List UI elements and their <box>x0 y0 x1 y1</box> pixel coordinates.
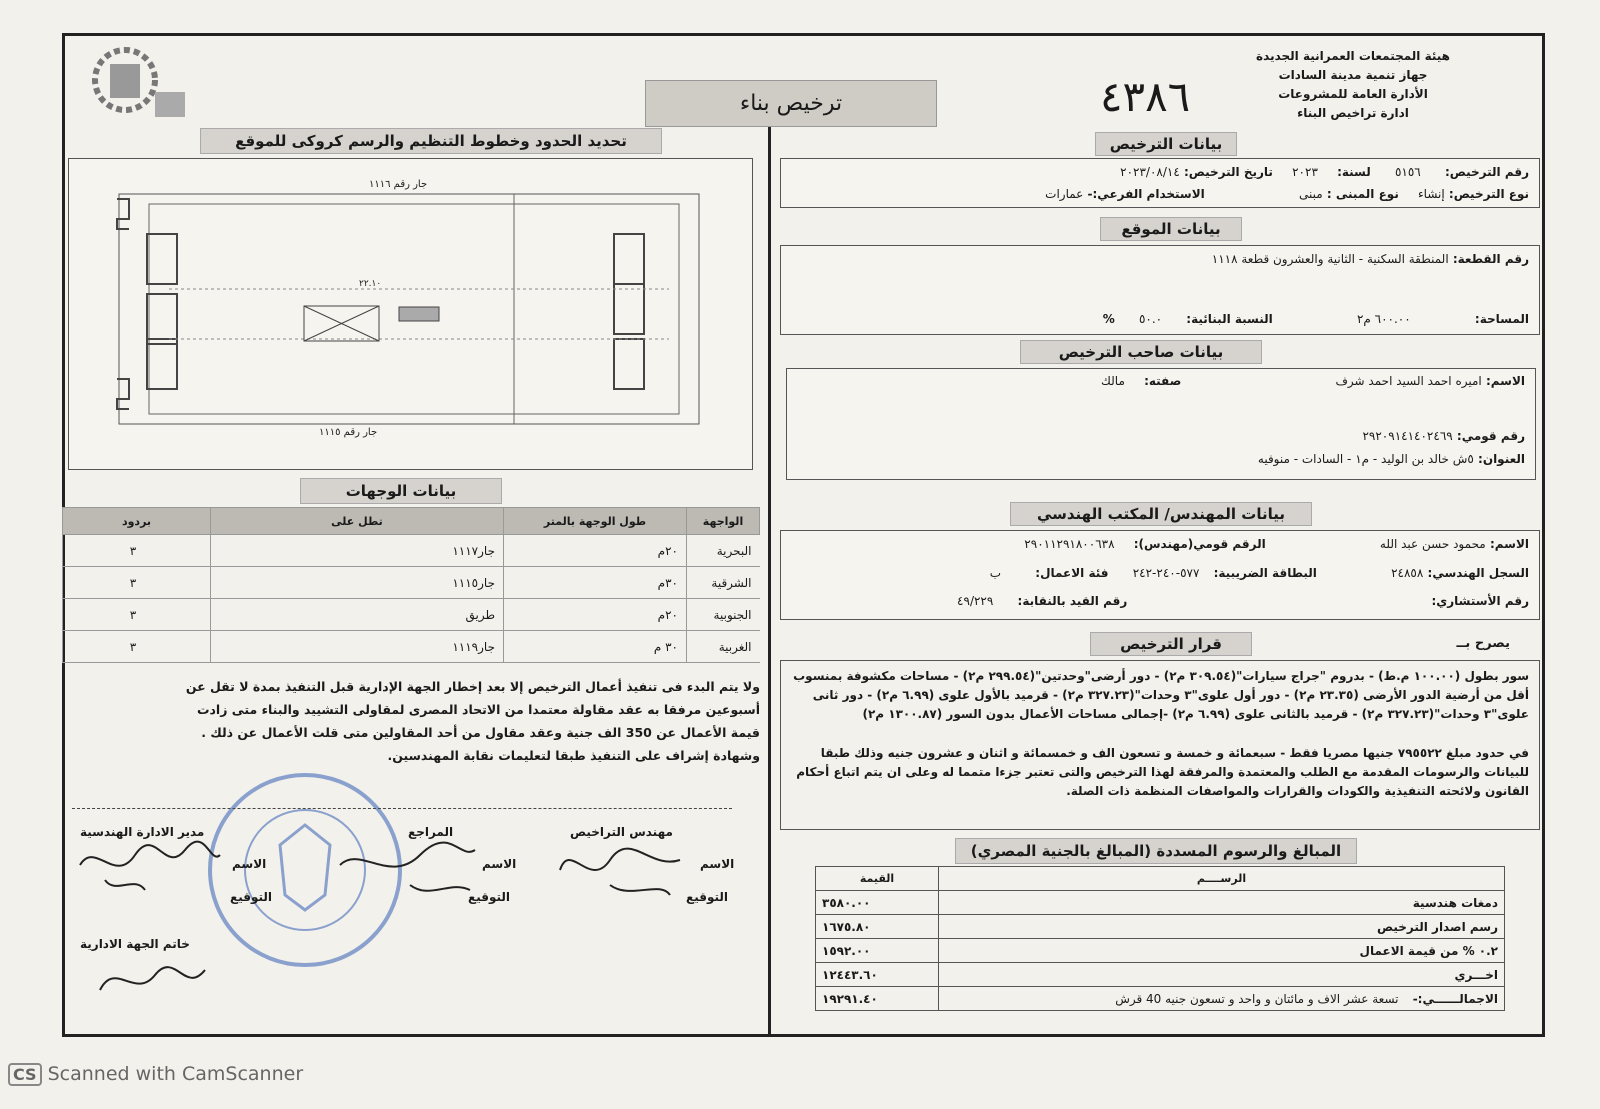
engineer-syndicate: ٤٩/٢٢٩ <box>957 594 994 608</box>
name-label: الاسم <box>482 857 517 871</box>
facade-faces: جار١١١٥ <box>211 567 504 599</box>
fee-name: رسم اصدار الترخيص <box>939 915 1505 939</box>
facades-header: تطل على <box>211 508 504 535</box>
license-year-label: لسنة: <box>1337 165 1371 179</box>
sign-label: التوقيع <box>686 890 728 904</box>
facade-dir: الغربية <box>687 631 760 663</box>
fee-value: ١٢٤٤٣.٦٠ <box>816 963 939 987</box>
facades-header: الواجهة <box>687 508 760 535</box>
facade-len: ٣٠ م <box>504 631 687 663</box>
signature-separator <box>72 808 732 809</box>
seal-label: خاتم الجهة الادارية <box>80 937 190 951</box>
ratio-label: النسبة البنائية: <box>1186 312 1273 326</box>
fee-col-header: الرســــم <box>939 867 1505 891</box>
engineer-reg-row <box>990 566 1529 580</box>
table-row <box>63 631 760 663</box>
site-section-title: بيانات الموقع <box>1100 217 1242 241</box>
fee-name: اخـــري <box>939 963 1505 987</box>
decision-allowed: يصرح بــ <box>1456 636 1510 651</box>
org-line: هيئة المجتمعات العمرانية الجديدة <box>1256 49 1450 63</box>
sub-use: عمارات <box>1045 187 1084 201</box>
building-type-label: نوع المبنى : <box>1326 187 1399 201</box>
plot-value: المنطقة السكنية - الثانية والعشرون قطعة ١١١٨ <box>1211 252 1449 266</box>
engineer-class: ب <box>989 566 1002 580</box>
plot-row <box>1212 252 1529 266</box>
license-type: إنشاء <box>1418 187 1445 201</box>
facade-dir: البحرية <box>687 535 760 567</box>
owner-section-title: بيانات صاحب الترخيص <box>1020 340 1262 364</box>
engineer-name-row <box>1024 537 1529 551</box>
fee-value: ١٥٩٢.٠٠ <box>816 939 939 963</box>
site-sketch <box>68 158 753 470</box>
table-row <box>63 599 760 631</box>
fee-total-label: الاجمالــــــي:- <box>1412 991 1498 1006</box>
ratio-value: ٥٠.٠ <box>1138 312 1163 326</box>
facade-len: ٢٠م <box>504 535 687 567</box>
watermark-text: Scanned with CamScanner <box>47 1063 304 1085</box>
owner-capacity-label: صفته: <box>1144 374 1182 388</box>
area-value: ٦٠٠.٠٠ م٢ <box>1356 312 1411 326</box>
camscanner-watermark <box>8 1063 303 1086</box>
license-year: ٢٠٢٣ <box>1292 165 1318 179</box>
org-header <box>1256 47 1450 123</box>
sketch-bottom-label: جار رقم ١١١٥ <box>319 427 378 438</box>
handwritten-signature-icon <box>75 835 225 905</box>
fee-name: دمغات هندسية <box>939 891 1505 915</box>
engineer-nid: ٢٩٠١١٢٩١٨٠٠٦٣٨ <box>1024 537 1115 551</box>
fee-value: ٣٥٨٠.٠٠ <box>816 891 939 915</box>
area-label: المساحة: <box>1474 312 1529 326</box>
engineer-consult-row <box>957 594 1529 608</box>
decision-box <box>780 660 1540 830</box>
engineer-name-label: الاسم: <box>1489 537 1529 551</box>
engineer-reg-label: السجل الهندسي: <box>1427 566 1529 580</box>
decision-section-title: قرار الترخيص <box>1090 632 1252 656</box>
license-type-row <box>1045 187 1529 201</box>
decision-text: سور بطول (١٠٠.٠٠ م.ط) - بدروم "جراج سيارات"(٣٠٩.٥٤ م٢) - دور أرضى"وحدتين"(٢٩٩.٥٤ م٢) - مساحات مكشوفة بمنسوب أقل من أرضية الدور الأرضى (٢٣.٣٥ م٢) - دور أول علوى"٣ وحدات"(٣٢٧.٢٣ م٢) - قرميد بالأول علوى (٦.٩٩ م٢) - دور ثانى علوى"٣ وحدات"(٣٢٧.٢٣ م٢) - قرميد بالثانى علوى (٦.٩٩ م٢) -إجمالى مساحات الأعمال بدون السور (١٣٠٠.٨٧ م٢) <box>793 669 1529 721</box>
facade-dir: الشرقية <box>687 567 760 599</box>
facades-header: بردود <box>63 508 211 535</box>
sketch-section-title: تحديد الحدود وخطوط التنظيم والرسم كروكى للموقع <box>200 128 662 154</box>
facade-faces: طريق <box>211 599 504 631</box>
engineer-reg: ٢٤٨٥٨ <box>1391 566 1424 580</box>
facade-faces: جار١١١٩ <box>211 631 504 663</box>
owner-address-row <box>1258 452 1525 466</box>
license-date: ٢٠٢٣/٠٨/١٤ <box>1120 165 1180 179</box>
ratio-unit: % <box>1102 312 1115 326</box>
engineer-class-label: فئة الاعمال: <box>1035 566 1109 580</box>
license-box <box>780 158 1540 208</box>
license-number: ٥١٥٦ <box>1394 165 1421 179</box>
facade-len: ٢٠م <box>504 599 687 631</box>
engineer-name: محمود حسن عبد الله <box>1379 537 1486 551</box>
page-title: ترخيص بناء <box>645 80 937 127</box>
owner-name-label: الاسم: <box>1485 374 1525 388</box>
facades-table <box>62 507 760 663</box>
engineer-box <box>780 530 1540 620</box>
table-row <box>816 915 1505 939</box>
area-row <box>1103 312 1529 326</box>
engineer-section-title: بيانات المهندس/ المكتب الهندسي <box>1010 502 1312 526</box>
fees-table <box>815 866 1505 1011</box>
license-section-title: بيانات الترخيص <box>1095 132 1237 156</box>
sub-use-label: الاستخدام الفرعي:- <box>1087 187 1205 201</box>
table-row <box>63 535 760 567</box>
facade-len: ٣٠م <box>504 567 687 599</box>
column-divider <box>768 125 771 1035</box>
table-row <box>816 891 1505 915</box>
engineer-syndicate-label: رقم القيد بالنقابة: <box>1017 594 1128 608</box>
fee-total-words: تسعة عشر الاف و مائتان و واحد و تسعون جنيه 40 قرش <box>1115 991 1399 1006</box>
fee-total <box>939 987 1505 1011</box>
owner-box <box>786 368 1536 480</box>
fee-name: ٠.٢ % من قيمة الاعمال <box>939 939 1505 963</box>
handwritten-signature-icon <box>330 830 480 910</box>
decision-amount-text: في حدود مبلغ ٧٩٥٥٢٢ جنيها مصريا فقط - سبعمائة و خمسة و تسعون الف و خمسمائة و اثنان و عشرون جنيه وذلك طبقا للبيانات والرسومات المقدمة مع الطلب والمعتمدة والمرفقة لهذا الترخيص والتى تعتبر جزءا متمما له وعلى ان يتم اتباع أحكام القانون ولائحته التنفيذية والكودات والقرارات والمواصفات المنظمة ذات الصلة. <box>796 746 1529 798</box>
sketch-dimension: ٢٢.١٠ <box>359 279 382 289</box>
facade-setback: ٣ <box>63 631 211 663</box>
owner-address-label: العنوان: <box>1478 452 1525 466</box>
owner-id: ٢٩٢٠٩١٤١٤٠٢٤٦٩ <box>1362 429 1453 443</box>
engineer-nid-label: الرقم قومي(مهندس): <box>1133 537 1266 551</box>
handwritten-signature-icon <box>550 830 690 910</box>
org-line: جهاز تنمية مدينة السادات <box>1278 68 1428 82</box>
fees-section-title: المبالغ والرسوم المسددة (المبالغ بالجنية المصري) <box>955 838 1357 864</box>
license-date-label: تاريخ الترخيص: <box>1183 165 1273 179</box>
owner-address: ٥ش خالد بن الوليد - م١ - السادات - منوفيه <box>1257 452 1474 466</box>
fee-total-value: ١٩٢٩١.٤٠ <box>816 987 939 1011</box>
facade-setback: ٣ <box>63 567 211 599</box>
sketch-top-label: جار رقم ١١١٦ <box>369 179 428 190</box>
facades-header: طول الوجهة بالمتر <box>504 508 687 535</box>
org-line: ادارة تراخيص البناء <box>1297 106 1409 120</box>
authority-logo-icon <box>80 42 190 122</box>
engineer-tax: ٥٧٧-٢٤٠-٢٤٢ <box>1132 566 1200 580</box>
facade-setback: ٣ <box>63 599 211 631</box>
facade-setback: ٣ <box>63 535 211 567</box>
facade-faces: جار١١١٧ <box>211 535 504 567</box>
table-row <box>816 939 1505 963</box>
license-number-label: رقم الترخيص: <box>1444 165 1529 179</box>
name-label: الاسم <box>232 857 267 871</box>
license-number-row <box>1120 165 1529 179</box>
sign-label: التوقيع <box>468 890 510 904</box>
facades-section-title: بيانات الوجهات <box>300 478 502 504</box>
engineer-consult-label: رقم الأستشاري: <box>1431 594 1529 608</box>
owner-capacity: مالك <box>1101 374 1125 388</box>
fee-value: ١٦٧٥.٨٠ <box>816 915 939 939</box>
licenses-engineer-title: مهندس التراخيص <box>570 825 673 839</box>
facade-dir: الجنوبية <box>687 599 760 631</box>
building-type: مبنى <box>1298 187 1323 201</box>
document-number: ٤٣٨٦ <box>1100 72 1191 121</box>
table-row <box>816 987 1505 1011</box>
table-row <box>816 963 1505 987</box>
owner-name-row <box>1101 374 1525 388</box>
name-label: الاسم <box>700 857 735 871</box>
execution-notice: ولا يتم البدء فى تنفيذ أعمال الترخيص إلا بعد إخطار الجهة الإدارية قبل التنفيذ بمدة لا تقل عن أسبوعين مرفقا به عقد مقاولة معتمدا من الاتحاد المصرى لمقاولى التشييد والبناء متى زادت قيمة الأعمال عن 350 الف جنية وعقد مقاول من أحد المقاولين متى قلت الأعمال عن ذلك . وشهادة إشراف على التنفيذ طبقا لتعليمات نقابة المهندسين. <box>185 679 760 763</box>
site-box <box>780 245 1540 335</box>
camscanner-logo-icon: CS <box>8 1063 42 1086</box>
sign-label: التوقيع <box>230 890 272 904</box>
plot-label: رقم القطعة: <box>1452 252 1529 266</box>
license-type-label: نوع الترخيص: <box>1448 187 1529 201</box>
site-plan-drawing <box>69 159 752 469</box>
org-line: الأدارة العامة للمشروعات <box>1278 87 1428 101</box>
owner-id-label: رقم قومي: <box>1456 429 1525 443</box>
handwritten-signature-icon <box>95 950 215 1010</box>
value-col-header: القيمة <box>816 867 939 891</box>
owner-name: اميره احمد السيد احمد شرف <box>1335 374 1482 388</box>
reviewer-title: المراجع <box>408 825 454 839</box>
engineer-tax-label: البطاقة الضريبية: <box>1213 566 1317 580</box>
table-row <box>63 567 760 599</box>
director-title: مدير الادارة الهندسية <box>80 825 205 839</box>
owner-id-row <box>1362 429 1525 443</box>
